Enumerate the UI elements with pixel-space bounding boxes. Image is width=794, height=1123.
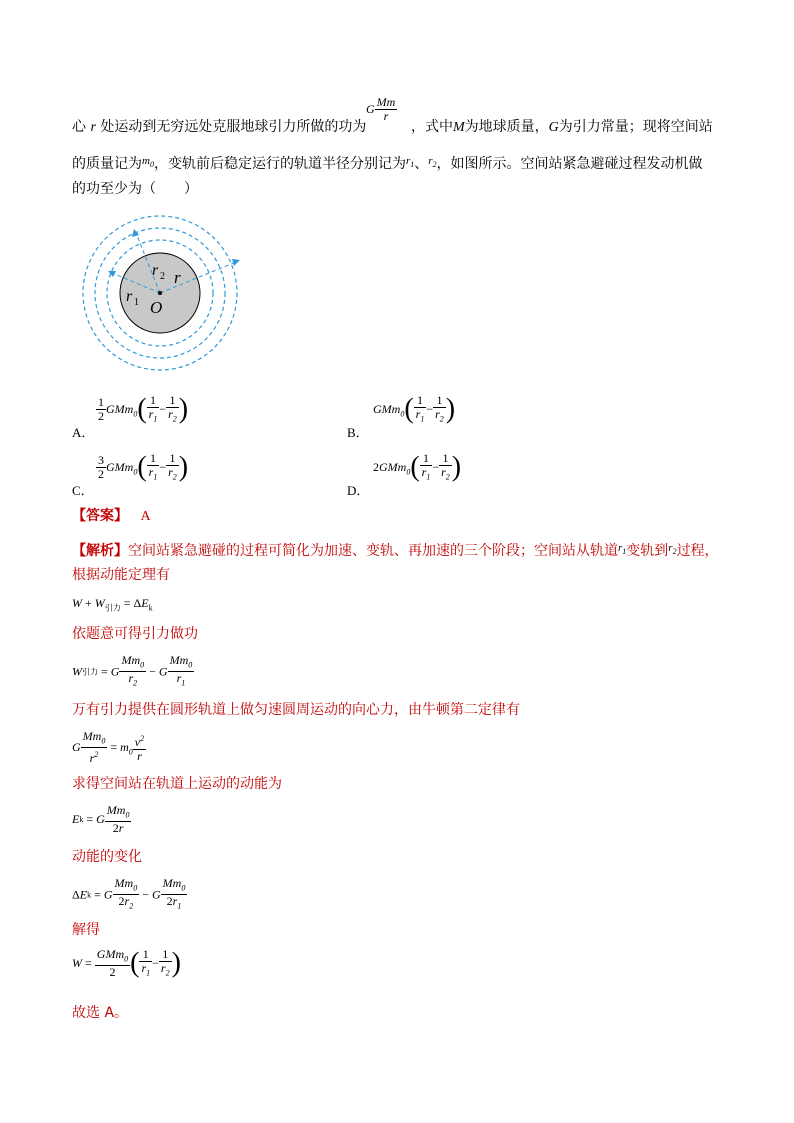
option-label: C． (72, 483, 94, 498)
eq-result: W = $\frac{GMm_0}{2}$ ( $\frac{1}{r_1}$ − $\frac{1}{r_2}$ ) (72, 947, 181, 980)
option-d-formula: 2GMm$_0$( $\frac{1}{r_1}$ − $\frac{1}{r_2}$ ) (373, 451, 462, 483)
analysis-line-4: 万有引力提供在圆形轨道上做匀速圆周运动的向心力，由牛顿第二定律有 (72, 702, 520, 718)
option-d-label[interactable] (347, 480, 369, 499)
formula-gmm-over-r: G $\frac{Mm}{r}$ (366, 95, 396, 123)
option-label: B． (347, 425, 369, 440)
label-r2: r (152, 262, 159, 279)
label-r: r (174, 268, 181, 287)
answer-tag: 【答案】 (72, 508, 128, 524)
option-c-label[interactable] (72, 480, 94, 499)
question-line-3: 的功至少为（ ） (72, 181, 198, 197)
text-fragment: 空间站紧急避碰的过程可简化为加速、变轨、再加速的三个阶段；空间站从轨道 (128, 543, 618, 559)
option-a-formula: $\frac{1}{2}$ GMm$_0$( $\frac{1}{r_1}$ − $\frac{1}{r_2}$ ) (98, 393, 189, 425)
var-M: M (453, 120, 465, 135)
eq-kinetic-energy: Ek = G $\frac{Mm_0}{2r}$ (72, 803, 130, 836)
analysis-line-2: 根据动能定理有 (72, 567, 170, 583)
sub-yinli: 引力 (104, 603, 121, 613)
question-line-1b (411, 117, 713, 138)
sub-yinli: 引力 (82, 667, 98, 677)
analysis-line-7: 解得 (72, 922, 100, 938)
option-b-label[interactable] (347, 422, 369, 441)
analysis-line-8: 故选 A。 (72, 1005, 129, 1021)
eq-work-energy: $W + W_{引力} = \Delta E_k$ (72, 596, 153, 613)
var-r2: r2 (428, 155, 437, 170)
label-r1: r (126, 288, 133, 305)
option-a-label[interactable] (72, 422, 94, 441)
question-line-2 (72, 151, 703, 175)
text-fragment: 、 (414, 156, 429, 172)
center-dot (158, 291, 162, 295)
var-r1: r1 (405, 155, 415, 170)
option-c-formula: $\frac{3}{2}$ GMm$_0$( $\frac{1}{r_1}$ − $\frac{1}{r_2}$ ) (98, 451, 189, 483)
analysis-line-6: 动能的变化 (72, 849, 142, 865)
text-fragment: 心 (72, 119, 86, 135)
text-fragment: ，如图所示。空间站紧急避碰过程发动机做 (436, 156, 703, 172)
option-label: D． (347, 483, 370, 498)
analysis-line-5: 求得空间站在轨道上运动的动能为 (72, 776, 282, 792)
text-fragment: 过程， (676, 543, 719, 559)
text-fragment: 处运动到无穷远处克服地球引力所做的功为 (100, 119, 367, 135)
analysis-line-1: 【解析】空间站紧急避碰的过程可简化为加速、变轨、再加速的三个阶段；空间站从轨道$^{r_1}$变轨到$^{r_2}$过程， (72, 542, 719, 559)
eq-gravity-work: W引力 = G $\frac{Mm_0}{r_2}$ − G $\frac{Mm_0}{r_1}$ (72, 653, 193, 688)
label-r2-sub: 2 (160, 271, 165, 282)
orbit-diagram (70, 205, 250, 385)
option-b-formula: GMm$_0$( $\frac{1}{r_1}$ − $\frac{1}{r_2}$ ) (373, 393, 456, 425)
analysis-line-3: 依题意可得引力做功 (72, 626, 198, 642)
text-fragment: 的质量记为 (72, 156, 142, 172)
text-fragment: ，变轨前后稳定运行的轨道半径分别记为 (153, 156, 406, 172)
var-G: G (548, 120, 559, 135)
var-r: r (90, 120, 96, 135)
eq-centripetal: G $\frac{Mm_0}{r^2}$ = $m_0$ $\frac{v^2}{r}$ (72, 729, 145, 766)
answer-line (72, 506, 151, 527)
answer-value: A (140, 509, 151, 524)
question-line-1 (72, 117, 366, 138)
var-m0: m0 (142, 155, 154, 170)
text-fragment: ，式中 (411, 119, 453, 135)
text-fragment: 为引力常量；现将空间站 (558, 119, 713, 135)
text-fragment: 变轨到 (626, 543, 669, 559)
eq-delta-ek: ΔEk = G $\frac{Mm_0}{2r_2}$ − G $\frac{Mm_0}{2r_1}$ (72, 876, 186, 911)
text-fragment: 为地球质量， (464, 119, 549, 135)
option-label: A． (72, 425, 95, 440)
analysis-tag: 【解析】 (72, 543, 128, 559)
label-O: O (150, 298, 163, 317)
label-r1-sub: 1 (134, 297, 139, 308)
